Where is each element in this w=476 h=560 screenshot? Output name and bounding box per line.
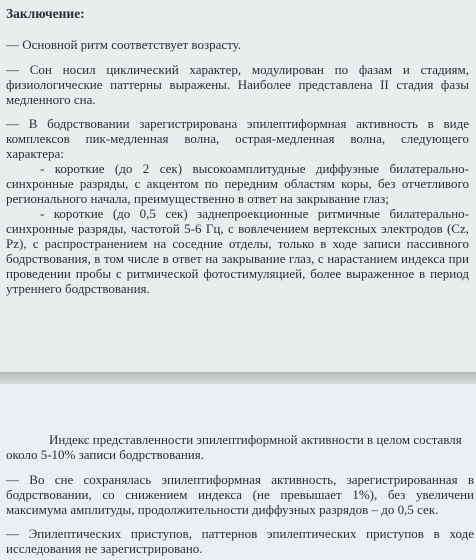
- text-line: — Во сне сохранялась эпилептиформная активность, зарегистрированная в: [6, 472, 474, 487]
- text-line: - короткие (до 2 сек) высокоамплитудные диффузные билатерально-: [40, 161, 469, 176]
- text-line: — В бодрствовании зарегистрирована эпилептиформная активность в виде: [6, 116, 469, 131]
- text-line: Pz), с распространением на соседние отделы, только в ходе записи пассивного: [6, 236, 469, 251]
- text-line: характера:: [6, 146, 64, 161]
- text-line: исследования не зарегистрировано.: [6, 541, 203, 556]
- conclusion-heading: Заключение:: [6, 6, 85, 21]
- text-line: регионального начала, преимущественно в ответ на закрывание глаз;: [6, 191, 389, 206]
- text-line: медленного сна.: [6, 92, 96, 107]
- text-line: бодрствования, в том числе в ответ на закрывание глаз, с нарастанием индекса при: [6, 251, 469, 266]
- text-line: бодрствовании, со снижением индекса (не превышает 1%), без увеличени: [6, 487, 474, 502]
- text-line: Индекс представленности эпилептиформной активности в целом составля: [49, 432, 462, 447]
- text-line: — Сон носил циклический характер, модулирован по фазам и стадиям,: [6, 62, 469, 77]
- page-gap: [0, 372, 476, 384]
- text-line: синхронные разряды, частотой 5-6 Гц, с вовлечением вертексных электродов (Cz,: [6, 221, 469, 236]
- text-line: — Основной ритм соответствует возрасту.: [6, 37, 242, 52]
- text-line: — Эпилептических приступов, паттернов эпилептических приступов в ходе: [6, 526, 474, 541]
- text-line: проведении пробы с ритмической фотостимуляцией, более выраженное в период: [6, 266, 469, 281]
- text-line: синхронные разряды, с акцентом по передним областям коры, без отчетливого: [6, 176, 469, 191]
- text-line: физиологические паттерны выражены. Наиболее представлена II стадия фазы: [6, 77, 469, 92]
- report-page-bottom: [0, 384, 476, 560]
- text-line: максимума амплитуды, продолжительности диффузных разрядов – до 0,5 сек.: [6, 502, 439, 517]
- text-line: - короткие (до 0,5 сек) заднепроекционные ритмичные билатерально-: [40, 206, 469, 221]
- text-line: около 5-10% записи бодрствования.: [6, 447, 204, 462]
- text-line: утреннего бодрствования.: [6, 281, 150, 296]
- text-line: комплексов пик-медленная волна, острая-медленная волна, следующего: [6, 131, 469, 146]
